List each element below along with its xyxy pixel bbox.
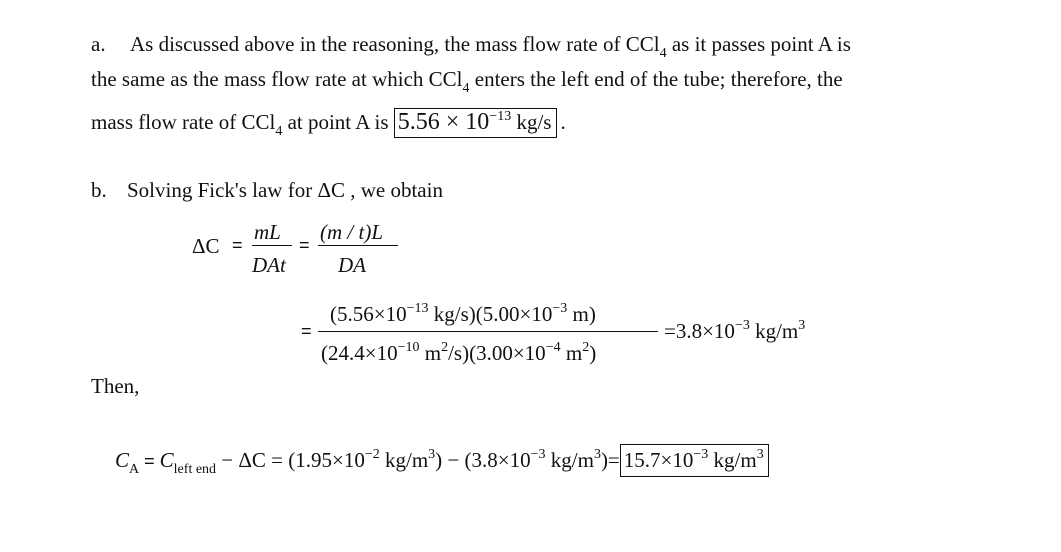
part-a-line-3-sub: 4 [275, 124, 283, 139]
part-a-line-3-end: at point A is [282, 110, 394, 134]
part-a-period: . [560, 110, 566, 134]
eq2-num-exp1: −13 [406, 301, 429, 316]
eq2-den-mid2: /s)(3.00×10 [448, 341, 546, 365]
final-v1-unit-exp: 3 [428, 447, 436, 462]
part-b-intro [127, 180, 443, 201]
eq2-result-value: =3.8×10 [664, 319, 735, 343]
then-label: Then, [91, 374, 140, 398]
eq1-equals-1: = [232, 235, 243, 255]
eq2-result [664, 318, 806, 343]
eq2-equals: = [301, 321, 312, 341]
eq2-denominator [321, 340, 597, 365]
eq2-den-exp2: 2 [441, 340, 449, 355]
part-a-line-1-text: As discussed above in the reasoning, the mass flow rate of CCl [130, 32, 660, 56]
part-a-line-3 [91, 109, 566, 139]
eq2-den-exp4: 2 [582, 340, 590, 355]
eq2-result-unit-exp: 3 [798, 318, 806, 333]
final-answer-unit: kg/m [708, 448, 757, 472]
part-a-line-1 [130, 32, 851, 61]
eq2-den-end: ) [589, 341, 597, 365]
eq1-frac1-denominator: DAt [252, 253, 286, 277]
eq2-den-mid: m [419, 341, 442, 365]
final-v1-unit: kg/m [379, 448, 429, 472]
eq2-result-exp: −3 [734, 318, 750, 333]
eq1-frac2-bar [318, 245, 398, 246]
part-a-line-2 [91, 67, 843, 96]
eq1-frac2-numerator: (m / t)L [320, 220, 383, 244]
part-a-label: a. [91, 32, 106, 56]
part-a-answer-value: 5.56 × 10 [397, 109, 490, 135]
final-v1-exp: −2 [364, 447, 380, 462]
final-ca: C [115, 448, 130, 472]
part-b-intro-post: , we obtain [344, 178, 443, 202]
final-v2-end: )= [600, 448, 620, 472]
part-a-line-2-end: enters the left end of the tube; therefore, the [469, 67, 843, 91]
eq2-num-mid: kg/s)(5.00×10 [428, 302, 553, 326]
eq1-equals-2: = [299, 235, 310, 255]
part-a-answer-box [394, 108, 558, 138]
part-b-intro-pre: Solving Fick's law for [127, 178, 318, 202]
final-v2-unit-exp: 3 [593, 447, 601, 462]
eq2-num-end: m) [567, 302, 596, 326]
final-v2-exp: −3 [530, 447, 546, 462]
final-answer-box [620, 444, 769, 477]
eq1-frac2-denominator: DA [338, 253, 366, 277]
eq2-num-a: (5.56×10 [330, 302, 407, 326]
eq2-den-mid3: m [560, 341, 583, 365]
final-v1: (1.95×10 [288, 448, 365, 472]
eq2-numerator [330, 301, 596, 326]
part-b-label: b. [91, 178, 107, 202]
eq2-num-exp2: −3 [552, 301, 568, 316]
final-v1-end: ) − (3.8×10 [435, 448, 531, 472]
part-a-answer-exp: −13 [489, 109, 512, 124]
part-a-answer-unit: kg/s [511, 110, 552, 134]
final-answer-unit-exp: 3 [756, 447, 764, 462]
eq1-frac1-bar [252, 245, 292, 246]
eq2-den-exp3: −4 [545, 340, 561, 355]
eq2-result-unit: kg/m [749, 319, 799, 343]
part-a-line-2-sub: 4 [462, 81, 470, 96]
part-a-line-3-text: mass flow rate of CCl [91, 110, 276, 134]
final-cl-sub: left end [173, 462, 217, 477]
eq1-lhs: ΔC [192, 234, 220, 258]
final-eq: = [139, 451, 160, 471]
eq2-den-exp1: −10 [397, 340, 420, 355]
final-answer-exp: −3 [693, 447, 709, 462]
eq2-den-a: (24.4×10 [321, 341, 398, 365]
part-a-line-2-text: the same as the mass flow rate at which CCl [91, 67, 463, 91]
final-minus-dc: − ΔC = [216, 448, 289, 472]
final-ca-sub: A [129, 462, 140, 477]
final-cl: C [159, 448, 174, 472]
final-answer-value: 15.7×10 [623, 448, 694, 472]
part-a-line-1-sub: 4 [659, 46, 667, 61]
eq1-frac1-numerator: mL [254, 220, 281, 244]
part-a-line-1-end: as it passes point A is [666, 32, 851, 56]
final-v2-unit: kg/m [545, 448, 594, 472]
final-equation [115, 447, 769, 477]
eq2-fraction-bar [318, 331, 658, 332]
part-b-intro-symbol: ΔC [317, 178, 345, 202]
